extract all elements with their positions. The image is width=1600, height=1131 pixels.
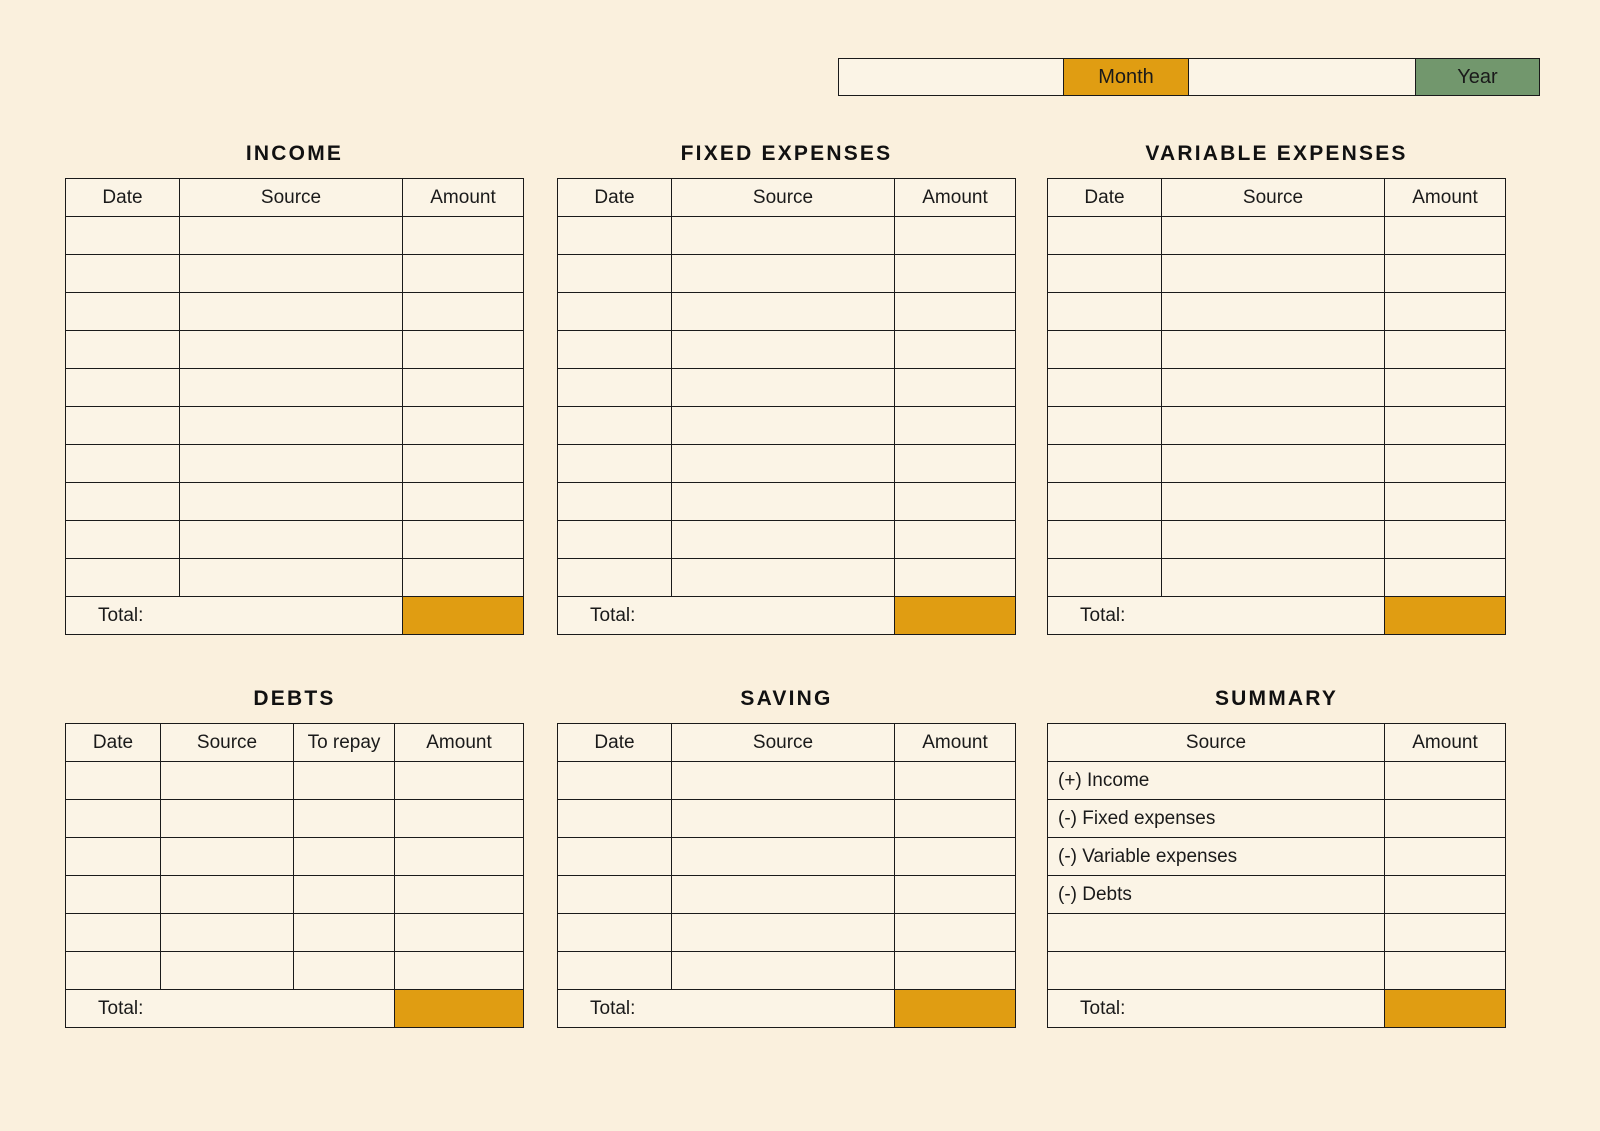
cell-amount[interactable] [403,369,524,407]
cell-date[interactable] [1048,217,1162,255]
total-amount[interactable] [1385,990,1506,1028]
cell-source[interactable] [161,952,294,990]
table-row [558,293,1016,331]
cell-amount[interactable] [403,293,524,331]
column-header-date: Date [1048,179,1162,217]
section-debts [65,687,524,1028]
variable-expenses-table [1047,178,1506,635]
cell-source[interactable] [672,762,895,800]
table-row [1048,762,1506,800]
table-header-row [558,724,1016,762]
cell-amount[interactable] [895,952,1016,990]
cell-source[interactable] [180,483,403,521]
cell-amount[interactable] [395,838,524,876]
cell-source[interactable] [180,521,403,559]
cell-source[interactable] [161,838,294,876]
debts-table [65,723,524,1028]
cell-amount[interactable] [895,914,1016,952]
cell-amount[interactable] [895,762,1016,800]
table-row [66,838,524,876]
cell-date[interactable] [66,838,161,876]
cell-source[interactable] [180,293,403,331]
table-row [66,914,524,952]
cell-source[interactable] [1162,407,1385,445]
section-summary [1047,687,1506,1028]
cell-date[interactable] [558,762,672,800]
summary-row-label: (+) Income [1048,762,1385,800]
table-row [1048,952,1506,990]
table-row [558,483,1016,521]
cell-amount[interactable] [1385,407,1506,445]
year-label: Year [1415,59,1539,95]
section-title-saving: SAVING [740,687,833,710]
cell-amount[interactable] [1385,369,1506,407]
cell-amount[interactable] [403,559,524,597]
cell-to-repay[interactable] [294,914,395,952]
cell-to-repay[interactable] [294,838,395,876]
cell-source[interactable] [672,255,895,293]
fixed-expenses-table [557,178,1016,635]
table-row [558,952,1016,990]
cell-date[interactable] [558,217,672,255]
table-row [66,407,524,445]
cell-to-repay[interactable] [294,762,395,800]
cell-date[interactable] [1048,483,1162,521]
cell-source[interactable] [161,914,294,952]
table-row [558,876,1016,914]
table-row [1048,876,1506,914]
cell-source[interactable] [672,952,895,990]
cell-amount[interactable] [403,217,524,255]
table-row [1048,914,1506,952]
cell-amount[interactable] [895,407,1016,445]
column-header-source: Source [1048,724,1385,762]
cell-source[interactable] [1162,217,1385,255]
cell-to-repay[interactable] [294,952,395,990]
cell-source[interactable] [1162,483,1385,521]
income-table [65,178,524,635]
cell-source[interactable] [180,255,403,293]
cell-amount[interactable] [403,445,524,483]
total-label: Total: [1048,597,1385,635]
cell-source[interactable] [180,331,403,369]
cell-date[interactable] [66,255,180,293]
cell-amount[interactable] [895,217,1016,255]
total-row [66,597,524,635]
cell-date[interactable] [66,914,161,952]
cell-amount[interactable] [895,838,1016,876]
table-row [1048,445,1506,483]
table-row [558,407,1016,445]
cell-date[interactable] [558,800,672,838]
cell-date[interactable] [1048,559,1162,597]
column-header-amount: Amount [1385,179,1506,217]
table-row [1048,331,1506,369]
cell-amount[interactable] [403,521,524,559]
table-row [558,217,1016,255]
cell-source[interactable] [1162,445,1385,483]
cell-date[interactable] [66,521,180,559]
cell-amount[interactable] [403,255,524,293]
month-input[interactable] [839,59,1063,95]
cell-amount[interactable] [1385,255,1506,293]
column-header-date: Date [558,179,672,217]
table-row [558,838,1016,876]
cell-date[interactable] [1048,293,1162,331]
summary-row-label: (-) Fixed expenses [1048,800,1385,838]
summary-row-label[interactable] [1048,952,1385,990]
table-row [558,445,1016,483]
cell-amount[interactable] [895,255,1016,293]
column-header-amount: Amount [895,179,1016,217]
total-row [558,597,1016,635]
total-row [1048,990,1506,1028]
cell-amount[interactable] [895,445,1016,483]
cell-amount[interactable] [403,331,524,369]
total-amount[interactable] [895,597,1016,635]
table-row [66,876,524,914]
column-header-amount: Amount [895,724,1016,762]
column-header-source: Source [672,724,895,762]
cell-source[interactable] [672,483,895,521]
table-row [1048,483,1506,521]
table-header-row [1048,179,1506,217]
cell-date[interactable] [1048,445,1162,483]
cell-source[interactable] [672,838,895,876]
cell-date[interactable] [558,838,672,876]
cell-amount[interactable] [1385,445,1506,483]
cell-date[interactable] [558,407,672,445]
total-amount[interactable] [895,990,1016,1028]
cell-amount[interactable] [895,293,1016,331]
cell-source[interactable] [1162,293,1385,331]
cell-amount[interactable] [1385,217,1506,255]
table-row [558,521,1016,559]
cell-date[interactable] [1048,369,1162,407]
cell-source[interactable] [1162,331,1385,369]
table-header-row [1048,724,1506,762]
summary-row-label[interactable] [1048,914,1385,952]
cell-source[interactable] [672,217,895,255]
cell-amount[interactable] [1385,293,1506,331]
section-variable-expenses [1047,142,1506,635]
cell-source[interactable] [672,876,895,914]
cell-date[interactable] [558,559,672,597]
summary-row-amount[interactable] [1385,762,1506,800]
cell-source[interactable] [1162,255,1385,293]
table-header-row [558,179,1016,217]
cell-source[interactable] [672,800,895,838]
summary-table [1047,723,1506,1028]
cell-date[interactable] [558,876,672,914]
summary-row-label: (-) Debts [1048,876,1385,914]
table-row [558,369,1016,407]
cell-date[interactable] [1048,521,1162,559]
cell-source[interactable] [672,445,895,483]
cell-date[interactable] [66,800,161,838]
cell-date[interactable] [558,914,672,952]
table-header-row [66,724,524,762]
cell-source[interactable] [672,331,895,369]
cell-date[interactable] [558,369,672,407]
table-row [558,331,1016,369]
total-label: Total: [558,990,895,1028]
table-row [558,914,1016,952]
cell-amount[interactable] [395,914,524,952]
table-row [1048,255,1506,293]
cell-source[interactable] [1162,559,1385,597]
cell-source[interactable] [1162,369,1385,407]
cell-date[interactable] [1048,407,1162,445]
table-row [66,483,524,521]
cell-to-repay[interactable] [294,800,395,838]
table-row [558,762,1016,800]
cell-amount[interactable] [395,876,524,914]
table-row [558,559,1016,597]
total-amount[interactable] [1385,597,1506,635]
total-amount[interactable] [403,597,524,635]
section-saving [557,687,1016,1028]
cell-source[interactable] [1162,521,1385,559]
table-row [66,559,524,597]
column-header-source: Source [180,179,403,217]
table-header-row [66,179,524,217]
cell-source[interactable] [672,369,895,407]
cell-amount[interactable] [895,800,1016,838]
cell-source[interactable] [672,521,895,559]
cell-date[interactable] [66,445,180,483]
cell-source[interactable] [180,369,403,407]
section-fixed-expenses [557,142,1016,635]
summary-row-amount[interactable] [1385,914,1506,952]
table-row [66,952,524,990]
table-row [558,800,1016,838]
table-row [1048,800,1506,838]
cell-amount[interactable] [403,407,524,445]
section-income [65,142,524,635]
cell-amount[interactable] [395,800,524,838]
total-row [1048,597,1506,635]
cell-amount[interactable] [895,483,1016,521]
cell-date[interactable] [66,331,180,369]
cell-date[interactable] [66,762,161,800]
cell-amount[interactable] [1385,483,1506,521]
cell-source[interactable] [672,914,895,952]
section-title-debts: DEBTS [253,687,336,710]
cell-source[interactable] [672,293,895,331]
cell-source[interactable] [161,762,294,800]
cell-amount[interactable] [1385,559,1506,597]
cell-source[interactable] [161,800,294,838]
table-row [1048,559,1506,597]
table-row [1048,407,1506,445]
column-header-source: Source [672,179,895,217]
cell-amount[interactable] [895,559,1016,597]
summary-row-amount[interactable] [1385,952,1506,990]
table-row [1048,838,1506,876]
cell-date[interactable] [66,483,180,521]
table-row [1048,217,1506,255]
column-header-source: Source [161,724,294,762]
table-row [66,521,524,559]
month-year-header [838,58,1540,96]
summary-row-amount[interactable] [1385,838,1506,876]
cell-date[interactable] [66,369,180,407]
cell-date[interactable] [66,952,161,990]
cell-date[interactable] [1048,331,1162,369]
total-label: Total: [66,597,403,635]
cell-date[interactable] [558,331,672,369]
total-row [66,990,524,1028]
column-header-amount: Amount [1385,724,1506,762]
cell-amount[interactable] [895,876,1016,914]
column-header-amount: Amount [395,724,524,762]
column-header-to-repay: To repay [294,724,395,762]
table-row [66,369,524,407]
cell-amount[interactable] [395,952,524,990]
column-header-source: Source [1162,179,1385,217]
total-label: Total: [1048,990,1385,1028]
table-row [66,293,524,331]
table-row [66,217,524,255]
section-title-income: INCOME [245,142,344,165]
cell-date[interactable] [558,293,672,331]
summary-row-label: (-) Variable expenses [1048,838,1385,876]
column-header-date: Date [66,179,180,217]
table-row [66,800,524,838]
cell-date[interactable] [66,559,180,597]
cell-date[interactable] [1048,255,1162,293]
cell-date[interactable] [558,445,672,483]
summary-row-amount[interactable] [1385,876,1506,914]
cell-date[interactable] [66,876,161,914]
cell-date[interactable] [66,407,180,445]
cell-amount[interactable] [895,521,1016,559]
cell-amount[interactable] [403,483,524,521]
cell-source[interactable] [672,407,895,445]
cell-amount[interactable] [895,331,1016,369]
cell-amount[interactable] [895,369,1016,407]
cell-date[interactable] [558,952,672,990]
year-input[interactable] [1189,59,1415,95]
total-amount[interactable] [395,990,524,1028]
cell-date[interactable] [558,255,672,293]
total-label: Total: [66,990,395,1028]
table-row [66,331,524,369]
cell-source[interactable] [180,407,403,445]
section-title-fixed-expenses: FIXED EXPENSES [680,142,893,165]
section-title-summary: SUMMARY [1214,687,1339,710]
section-title-variable-expenses: VARIABLE EXPENSES [1145,142,1408,165]
cell-date[interactable] [66,293,180,331]
table-row [1048,293,1506,331]
column-header-amount: Amount [403,179,524,217]
table-row [66,255,524,293]
saving-table [557,723,1016,1028]
table-row [1048,521,1506,559]
table-row [66,445,524,483]
column-header-date: Date [558,724,672,762]
table-row [558,255,1016,293]
total-label: Total: [558,597,895,635]
table-row [66,762,524,800]
cell-date[interactable] [558,521,672,559]
cell-source[interactable] [672,559,895,597]
cell-amount[interactable] [1385,331,1506,369]
cell-date[interactable] [66,217,180,255]
cell-source[interactable] [161,876,294,914]
summary-row-amount[interactable] [1385,800,1506,838]
month-label: Month [1063,59,1189,95]
cell-amount[interactable] [1385,521,1506,559]
cell-amount[interactable] [395,762,524,800]
cell-source[interactable] [180,217,403,255]
table-row [1048,369,1506,407]
total-row [558,990,1016,1028]
cell-source[interactable] [180,445,403,483]
cell-to-repay[interactable] [294,876,395,914]
cell-source[interactable] [180,559,403,597]
column-header-date: Date [66,724,161,762]
cell-date[interactable] [558,483,672,521]
